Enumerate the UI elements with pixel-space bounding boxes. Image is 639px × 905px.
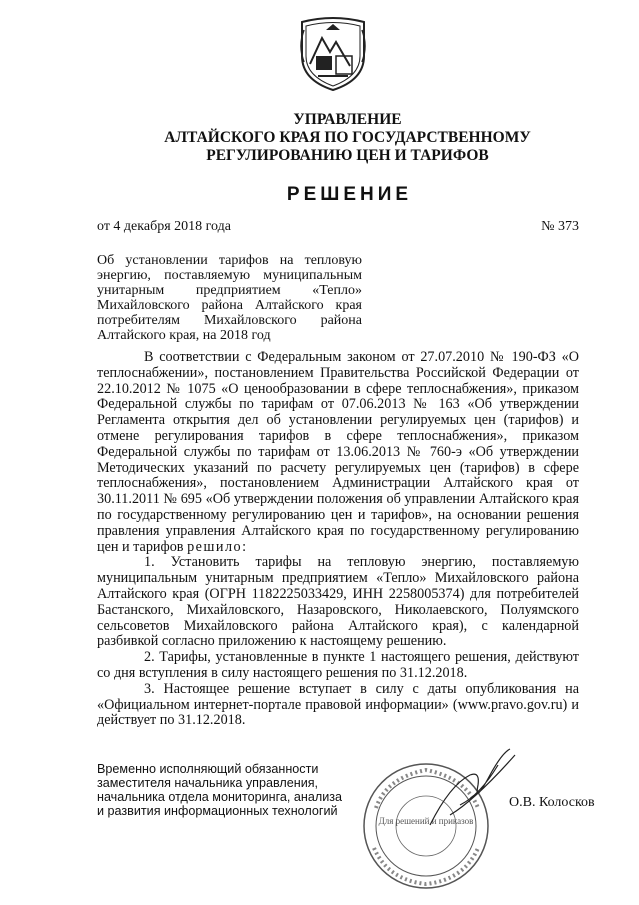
item-3-paragraph: 3. Настоящее решение вступает в силу с даты опубликования на «Официальном интернет-портале правовой информации» (www.pravo.gov.ru) и действует по 31.12.2018. bbox=[97, 680, 579, 729]
signer-position-line: и развития информационных технологий bbox=[97, 804, 338, 818]
resolved-word: решило: bbox=[187, 538, 248, 555]
preamble-paragraph bbox=[97, 350, 579, 555]
document-date: от 4 декабря 2018 года bbox=[97, 219, 231, 234]
subject-line: Алтайского края, на 2018 год bbox=[97, 328, 271, 343]
document-title: РЕШЕНИЕ bbox=[286, 184, 413, 205]
item-1-paragraph: 1. Установить тарифы на тепловую энергию, поставляемую муниципальным унитарным предприятием «Тепло» Михайловского района Алтайского края (ОГРН 1182225033429, ИНН 2258005374) для потребителей Бастанского, Михайловского, Назаровского, Николаевского, Полуямского сельсоветов Михайловского района Алтайского края), с календарной разбивкой согласно приложению к настоящему решению. bbox=[97, 554, 579, 650]
signer-position bbox=[97, 762, 387, 818]
preamble-text: В соответствии с Федеральным законом от 27.07.2010 № 190-ФЗ «О теплоснабжении», постановлением Правительства Российской Федерации от 22.10.2012 № 1075 «О ценообразовании в сфере теплоснабжения», приказом Федеральной службы по тарифам от 07.06.2013 № 163 «Об утверждении Регламента открытия дел об установлении регулируемых цен (тарифов) и отмене регулирования тарифов в сфере теплоснабжения», приказом Федеральной службы по тарифам от 13.06.2013 № 760-э «Об утверждении Методических указаний по расчету регулируемых цен (тарифов) в сфере теплоснабжения», постановлением Администрации Алтайского края от 30.11.2011 № 695 «Об утверждении положения об управлении Алтайского края по государственному регулированию цен и тарифов», на основании решения правления управления Алтайского края по государственному регулированию цен и тарифов bbox=[97, 349, 579, 555]
altai-coat-of-arms-icon bbox=[296, 16, 370, 92]
signer-name: О.В. Колосков bbox=[509, 795, 595, 810]
item-2-paragraph: 2. Тарифы, установленные в пункте 1 настоящего решения, действуют со дня вступления в силу настоящего решения по 31.12.2018. bbox=[97, 649, 579, 681]
signer-position-line: Временно исполняющий обязанности bbox=[97, 762, 319, 776]
subject-line: потребителям Михайловского района bbox=[97, 313, 362, 328]
subject-line: Об установлении тарифов на тепловую bbox=[97, 253, 362, 268]
organization-line: АЛТАЙСКОГО КРАЯ ПО ГОСУДАРСТВЕННОМУ bbox=[164, 129, 531, 146]
document-body bbox=[97, 350, 579, 729]
subject-line: унитарным предприятием «Тепло» bbox=[97, 283, 362, 298]
organization-line: РЕГУЛИРОВАНИЮ ЦЕН И ТАРИФОВ bbox=[206, 147, 489, 164]
document-number: № 373 bbox=[541, 219, 579, 234]
stamp-text: Для решений и приказов bbox=[378, 816, 474, 826]
subject-line: энергию, поставляемую муниципальным bbox=[97, 268, 362, 283]
signer-position-line: заместителя начальника управления, bbox=[97, 776, 319, 790]
document-subject bbox=[97, 253, 362, 343]
organization-header bbox=[0, 111, 639, 165]
handwritten-signature bbox=[420, 745, 530, 835]
subject-line: Михайловского района Алтайского края bbox=[97, 298, 362, 313]
organization-line: УПРАВЛЕНИЕ bbox=[293, 111, 402, 128]
signer-position-line: начальника отдела мониторинга, анализа bbox=[97, 790, 343, 804]
